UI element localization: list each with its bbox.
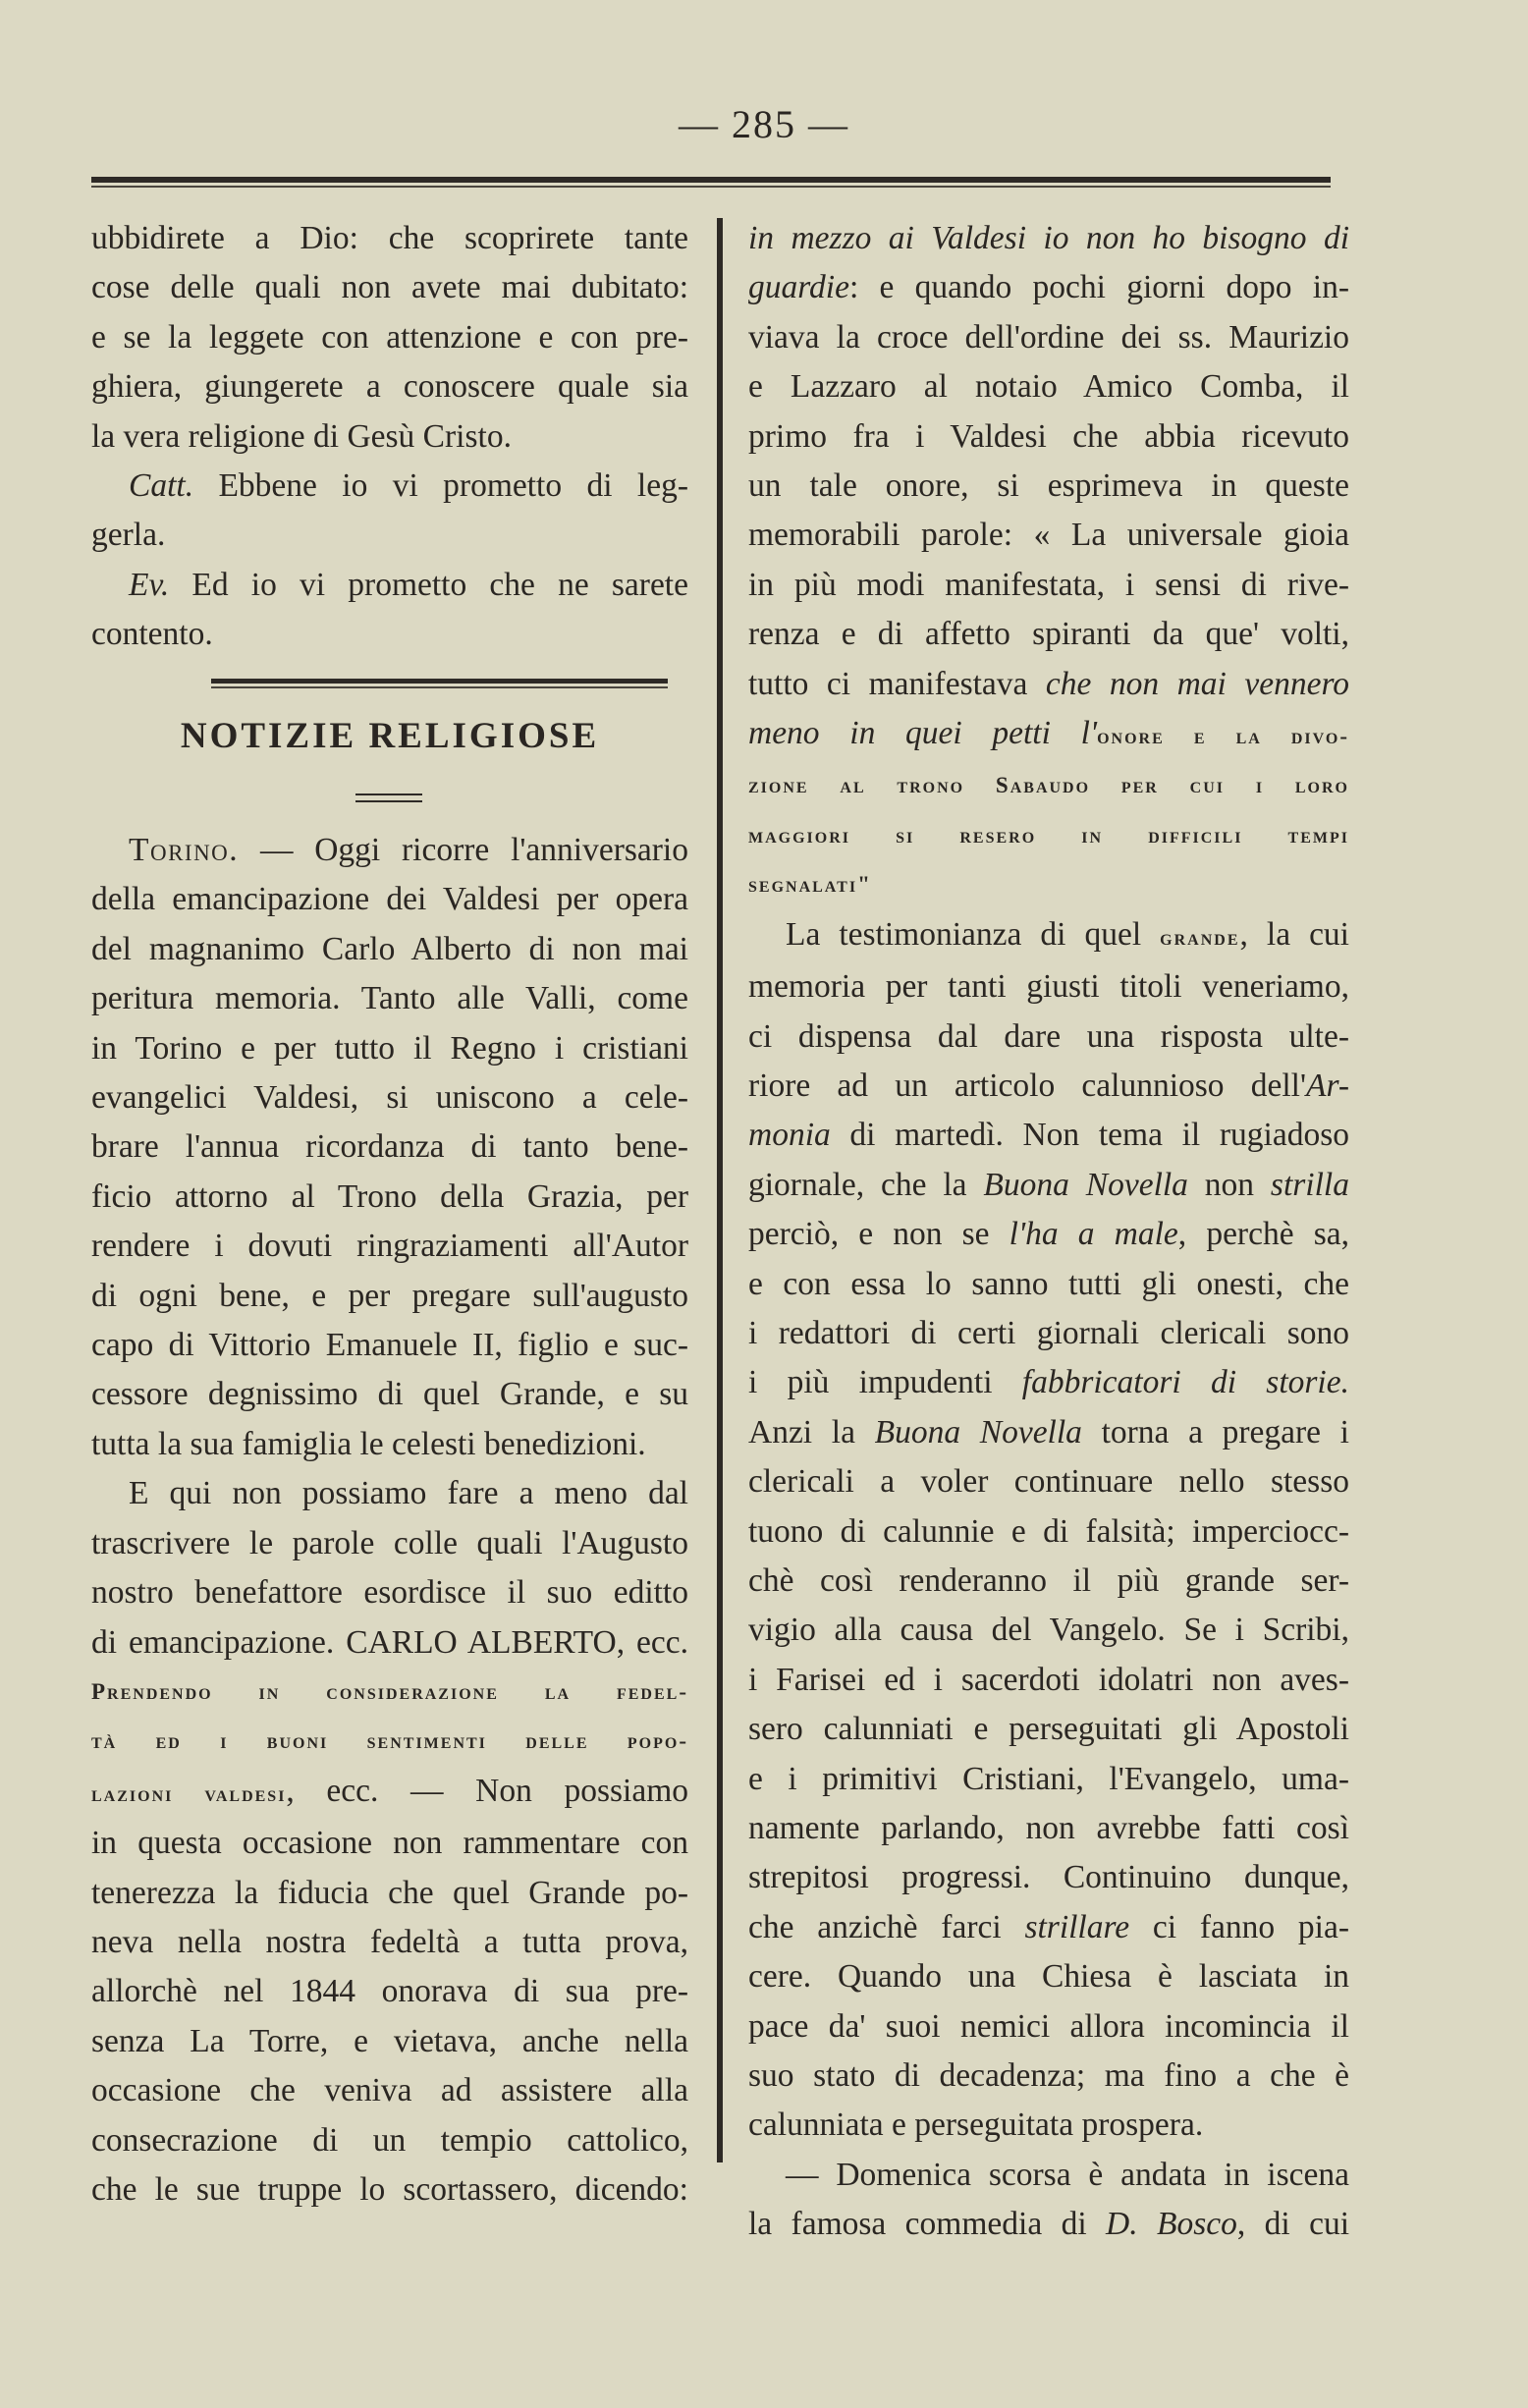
text-line: monia di martedì. Non tema il rugiadoso	[748, 1117, 1349, 1154]
section-rule	[211, 679, 668, 684]
smallcaps-line: tà ed i buoni sentimenti delle popo-	[91, 1728, 688, 1754]
text-line: giornale, che la Buona Novella non strilla	[748, 1166, 1349, 1203]
text-line: i Farisei ed i sacerdoti idolatri non aves-	[748, 1661, 1349, 1698]
dialogue-text: Ed io vi prometto che ne sarete	[169, 566, 688, 603]
text-line: renza e di affetto spiranti da que' volti,	[748, 616, 1349, 653]
text-line: strepitosi progressi. Continuino dunque,	[748, 1859, 1349, 1896]
text-line: guardie: e quando pochi giorni dopo in-	[748, 269, 1349, 306]
text-line: tutto ci manifestava che non mai vennero	[748, 665, 1349, 702]
text-line: e Lazzaro al notaio Amico Comba, il	[748, 368, 1349, 406]
text-line: di emancipazione. CARLO ALBERTO, ecc.	[91, 1623, 688, 1661]
text-line: chè così renderanno il più grande ser-	[748, 1561, 1349, 1599]
text-line: sero calunniati e perseguitati gli Apostoli	[748, 1711, 1349, 1748]
text-line: E qui non possiamo fare a meno dal	[129, 1475, 688, 1512]
section-ornament	[355, 794, 422, 803]
text-line: ghiera, giungerete a conoscere quale sia	[91, 368, 688, 406]
left-column-article	[91, 826, 688, 2215]
text-line: tenerezza la fiducia che quel Grande po-	[91, 1874, 688, 1911]
text-line: cose delle quali non avete mai dubitato:	[91, 269, 688, 306]
text-line: evangelici Valdesi, si uniscono a cele-	[91, 1079, 688, 1117]
dialogue-text: Ebbene io vi prometto di leg-	[193, 467, 688, 505]
text-line: lazioni valdesi, ecc. — Non possiamo	[91, 1772, 689, 1809]
text-line: memoria per tanti giusti titoli veneriamo,	[748, 968, 1349, 1006]
header-rule	[91, 177, 1331, 183]
section-rule-thin	[211, 686, 668, 688]
text-line: in Torino e per tutto il Regno i cristiani	[91, 1029, 688, 1067]
text-line: della emancipazione dei Valdesi per opera	[91, 881, 688, 918]
text-line: calunniata e perseguitata prospera.	[748, 2107, 1204, 2144]
text-line: ficio attorno al Trono della Grazia, per	[91, 1177, 688, 1215]
text-line: pace da' suoi nemici allora incomincia il	[748, 2007, 1349, 2045]
text-line: e i primitivi Cristiani, l'Evangelo, uma-	[748, 1760, 1349, 1797]
text-line: in più modi manifestata, i sensi di rive-	[748, 566, 1349, 603]
text-line: di ogni bene, e per pregare sull'augusto	[91, 1277, 688, 1314]
text-line: ubbidirete a Dio: che scoprirete tante	[91, 220, 688, 256]
text-line: capo di Vittorio Emanuele II, figlio e suc-	[91, 1327, 688, 1364]
text-line: e con essa lo sanno tutti gli onesti, che	[748, 1265, 1349, 1302]
text-line: e se la leggete con attenzione e con pre-	[91, 318, 688, 356]
text-line: clericali a voler continuare nello stesso	[748, 1463, 1349, 1501]
text-line: i più impudenti fabbricatori di storie.	[748, 1364, 1349, 1401]
text-line: che le sue truppe lo scortassero, dicendo:	[91, 2170, 688, 2208]
page-number: — 285 —	[679, 102, 849, 146]
smallcaps-line: Prendendo in considerazione la fedel-	[91, 1678, 688, 1704]
text-line: — Domenica scorsa è andata in iscena	[786, 2156, 1349, 2193]
text-line: vigio alla causa del Vangelo. Se i Scribi,	[748, 1612, 1349, 1649]
left-column-top	[91, 214, 688, 660]
speaker-catt: Catt.	[129, 467, 194, 505]
text-line: senza La Torre, e vietava, anche nella	[91, 2022, 688, 2059]
text-line: in questa occasione non rammentare con	[91, 1825, 688, 1862]
text-line: occasione che veniva ad assistere alla	[91, 2072, 688, 2109]
text-line: memorabili parole: « La universale gioia	[748, 517, 1349, 554]
text-line: Torino. — Oggi ricorre l'anniversario	[129, 832, 688, 868]
dialogue-catt	[91, 462, 688, 511]
text-line: primo fra i Valdesi che abbia ricevuto	[748, 417, 1349, 455]
text-line: contento.	[91, 616, 213, 653]
text-line: peritura memoria. Tanto alle Valli, come	[91, 980, 688, 1017]
text-line: in mezzo ai Valdesi io non ho bisogno di	[748, 220, 1349, 256]
header-rule-thin	[91, 186, 1331, 188]
text-line: allorchè nel 1844 onorava di sua pre-	[91, 1973, 688, 2010]
text-line: tuono di calunnie e di falsità; imperciocc-	[748, 1512, 1349, 1550]
text-line: suo stato di decadenza; ma fino a che è	[748, 2057, 1349, 2095]
text-line: cessore degnissimo di quel Grande, e su	[91, 1376, 688, 1413]
text-line: tutta la sua famiglia le celesti benedizioni.	[91, 1425, 646, 1462]
text-line: meno in quei petti l'onore e la divo-	[748, 715, 1349, 752]
text-line: trascrivere le parole colle quali l'Augusto	[91, 1524, 688, 1561]
smallcaps-line: maggiori si resero in difficili tempi	[748, 822, 1349, 848]
text-line: che anzichè farci strillare ci fanno pia-	[748, 1908, 1349, 1945]
text-line: neva nella nostra fedeltà a tutta prova,	[91, 1923, 688, 1960]
text-line: perciò, e non se l'ha a male, perchè sa,	[748, 1216, 1349, 1253]
text-line: nostro benefattore esordisce il suo editto	[91, 1574, 688, 1612]
speaker-ev: Ev.	[129, 566, 170, 603]
section-title: NOTIZIE RELIGIOSE	[180, 716, 600, 756]
text-line: la famosa commedia di D. Bosco, di cui	[748, 2206, 1350, 2243]
text-line: consecrazione di un tempio cattolico,	[91, 2121, 688, 2159]
text-line: gerla.	[91, 517, 166, 554]
text-line: riore ad un articolo calunnioso dell'Ar-	[748, 1067, 1349, 1104]
smallcaps-line: zione al trono Sabaudo per cui i loro	[748, 773, 1349, 798]
column-divider	[717, 218, 723, 2162]
text-line: del magnanimo Carlo Alberto di non mai	[91, 930, 688, 967]
dialogue-ev	[91, 561, 688, 610]
text-line: Anzi la Buona Novella torna a pregare i	[748, 1413, 1349, 1450]
text-line: La testimonianza di quel grande, la cui	[786, 915, 1349, 953]
right-column	[748, 214, 1349, 2250]
text-line: viava la croce dell'ordine dei ss. Maurizio	[748, 318, 1349, 356]
smallcaps-line: segnalati"	[748, 872, 872, 898]
text-line: rendere i dovuti ringraziamenti all'Autor	[91, 1228, 688, 1265]
text-line: ci dispensa dal dare una risposta ulte-	[748, 1017, 1349, 1055]
text-line: i redattori di certi giornali clericali sono	[748, 1314, 1349, 1351]
text-line: cere. Quando una Chiesa è lasciata in	[748, 1958, 1349, 1996]
text-line: namente parlando, non avrebbe fatti così	[748, 1810, 1349, 1846]
text-line: la vera religione di Gesù Cristo.	[91, 417, 512, 455]
dateline: Torino.	[129, 832, 240, 868]
text-line: brare l'annua ricordanza di tanto bene-	[91, 1128, 688, 1166]
text-line: un tale onore, si esprimeva in queste	[748, 467, 1349, 505]
